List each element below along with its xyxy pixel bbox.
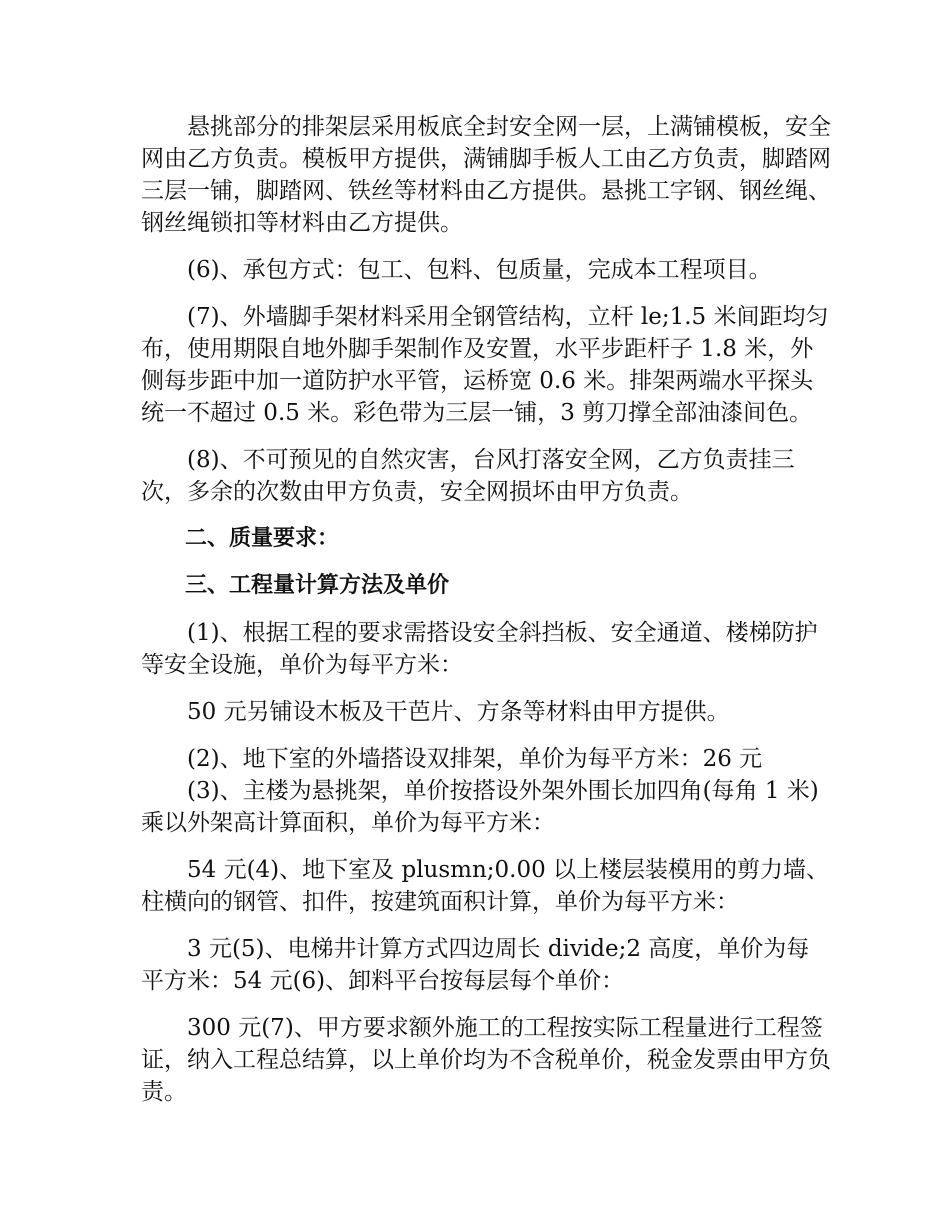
paragraph-item-1: (1)、根据工程的要求需搭设安全斜挡板、安全通道、楼梯防护等安全设施，单价为每平方米： bbox=[141, 620, 818, 678]
paragraph-item-2: (2)、地下室的外墙搭设双排架，单价为每平方米：26 元 bbox=[187, 746, 763, 772]
document-body bbox=[141, 111, 831, 1123]
paragraph-item-3: (3)、主楼为悬挑架，单价按搭设外架外围长加四角(每角 1 米)乘以外架高计算面积，单价为每平方米： bbox=[141, 778, 819, 836]
paragraph-price-50: 50 元另铺设木板及干芭片、方条等材料由甲方提供。 bbox=[187, 699, 730, 725]
paragraph-contract-method: (6)、承包方式：包工、包料、包质量，完成本工程项目。 bbox=[187, 257, 772, 283]
paragraph-scaffold-material: (7)、外墙脚手架材料采用全钢管结构，立杆 le;1.5 米间距均匀布，使用期限自地外脚手架制作及安置，水平步距杆子 1.8 米，外侧每步距中加一道防护水平管，运桥宽 0.6 米。排架两端水平探头统一不超过 0.5 米。彩色带为三层一铺，3 剪刀撑全部油漆间色。 bbox=[141, 304, 829, 426]
paragraph-item-7: 300 元(7)、甲方要求额外施工的工程按实际工程量进行工程签证，纳入工程总结算，以上单价均为不含税单价，税金发票由甲方负责。 bbox=[141, 1015, 831, 1105]
heading-quality-requirements: 二、质量要求： bbox=[185, 526, 340, 551]
heading-quantity-calculation: 三、工程量计算方法及单价 bbox=[185, 573, 450, 598]
paragraph-natural-disaster: (8)、不可预见的自然灾害，台风打落安全网，乙方负责挂三次，多余的次数由甲方负责，安全网损坏由甲方负责。 bbox=[141, 447, 795, 505]
paragraph-safety-net: 悬挑部分的排架层采用板底全封安全网一层，上满铺模板，安全网由乙方负责。模板甲方提供，满铺脚手板人工由乙方负责，脚踏网三层一铺，脚踏网、铁丝等材料由乙方提供。悬挑工字钢、钢丝绳、钢丝绳锁扣等材料由乙方提供。 bbox=[141, 114, 831, 236]
paragraph-item-4: 54 元(4)、地下室及 plusmn;0.00 以上楼层装模用的剪力墙、柱横向的钢管、扣件，按建筑面积计算，单价为每平方米： bbox=[141, 857, 830, 915]
paragraph-item-5-6: 3 元(5)、电梯井计算方式四边周长 divide;2 高度，单价为每平方米：54 元(6)、卸料平台按每层每个单价： bbox=[141, 936, 810, 994]
